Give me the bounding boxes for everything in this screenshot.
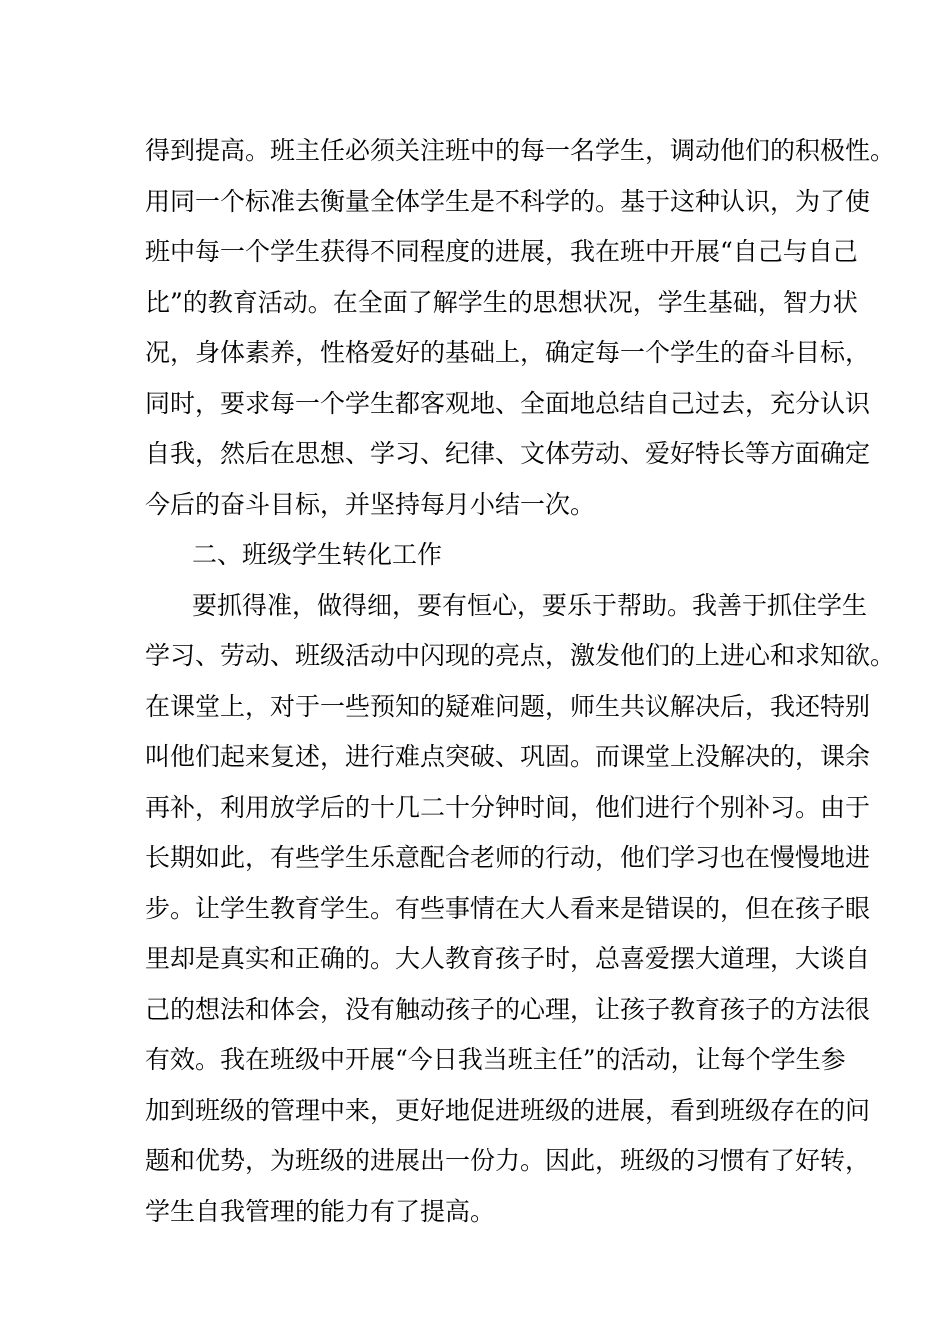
- text-line: 里却是真实和正确的。大人教育孩子时，总喜爱摆大道理，大谈自: [145, 944, 871, 973]
- text-line: 在课堂上，对于一些预知的疑难问题，师生共议解决后，我还特别: [145, 691, 871, 721]
- paragraph-1: [145, 126, 896, 530]
- text-line: 学生自我管理的能力有了提高。: [145, 1196, 496, 1226]
- text-line: 今后的奋斗目标，并坚持每月小结一次。: [145, 489, 596, 519]
- text-line: 得到提高。班主任必须关注班中的每一名学生，调动他们的积极性。: [145, 136, 896, 165]
- text-line: 步。让学生教育学生。有些事情在大人看来是错误的，但在孩子眼: [145, 893, 871, 923]
- text-line: 再补，利用放学后的十几二十分钟时间，他们进行个别补习。由于: [145, 792, 871, 822]
- text-line: 比”的教育活动。在全面了解学生的思想状况，学生基础，智力状: [145, 287, 858, 317]
- text-line: 有效。我在班级中开展“今日我当班主任”的活动，让每个学生参: [145, 1045, 846, 1074]
- paragraph-2: [145, 581, 896, 1238]
- document-body: [145, 126, 896, 1237]
- text-line: 题和优势，为班级的进展出一份力。因此，班级的习惯有了好转，: [145, 1146, 871, 1175]
- text-line: 用同一个标准去衡量全体学生是不科学的。基于这种认识，为了使: [145, 186, 871, 216]
- text-line: 加到班级的管理中来，更好地促进班级的进展，看到班级存在的问: [145, 1095, 871, 1125]
- text-line: 学习、劳动、班级活动中闪现的亮点，激发他们的上进心和求知欲。: [145, 641, 896, 670]
- section-heading: 二、班级学生转化工作: [192, 540, 443, 569]
- text-line: 叫他们起来复述，进行难点突破、巩固。而课堂上没解决的，课余: [145, 742, 871, 771]
- text-line: 长期如此，有些学生乐意配合老师的行动，他们学习也在慢慢地进: [145, 843, 871, 872]
- text-line: 自我，然后在思想、学习、纪律、文体劳动、爱好特长等方面确定: [145, 439, 871, 468]
- text-line: 己的想法和体会，没有触动孩子的心理，让孩子教育孩子的方法很: [145, 994, 871, 1024]
- text-line: 况，身体素养，性格爱好的基础上，确定每一个学生的奋斗目标，: [145, 338, 871, 367]
- text-line: 要抓得准，做得细，要有恒心，要乐于帮助。我善于抓住学生: [192, 590, 868, 620]
- text-line: 同时，要求每一个学生都客观地、全面地总结自己过去，充分认识: [145, 388, 871, 418]
- text-line: 班中每一个学生获得不同程度的进展，我在班中开展“自己与自己: [145, 237, 858, 266]
